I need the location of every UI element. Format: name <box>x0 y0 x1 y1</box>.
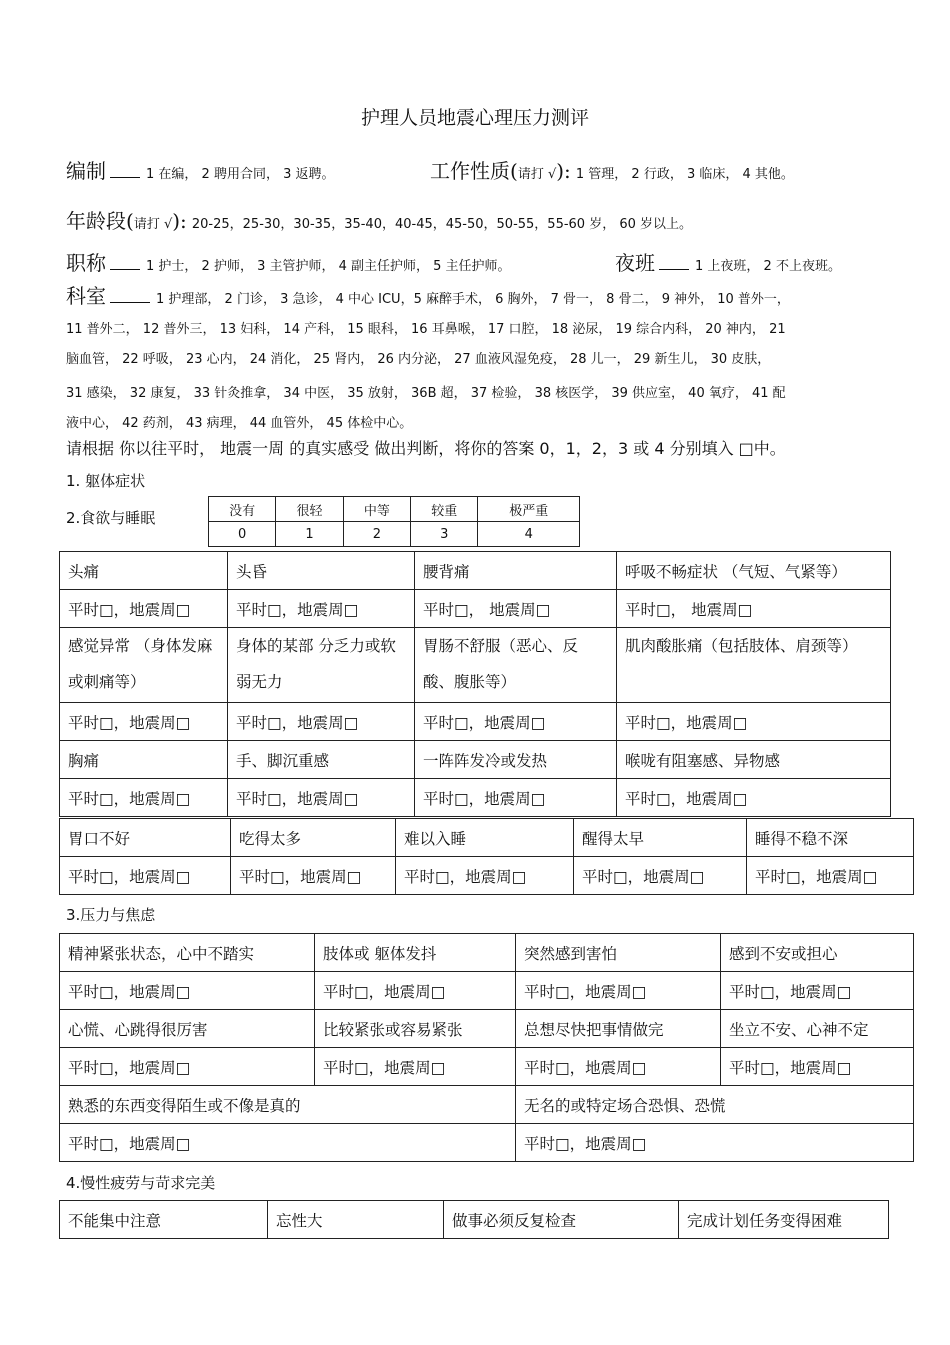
tick-hint: 请打 √ <box>517 167 557 182</box>
symptom-cell: 胃肠不舒服（恶心、反酸、腹胀等） <box>415 628 617 703</box>
row-staffing <box>66 155 334 184</box>
staffing-blank[interactable] <box>110 161 140 178</box>
symptom-cell: 喉咙有阻塞感、异物感 <box>617 741 891 779</box>
job-nature-options: 1 管理， 2 行政， 3 临床， 4 其他。 <box>575 167 794 182</box>
answer-cell[interactable]: 平时□，地震周□ <box>60 703 228 741</box>
title-label: 职称 <box>66 251 106 275</box>
dept-options-line5: 液中心， 42 药剂， 43 病理， 44 血管外， 45 体检中心。 <box>66 416 413 431</box>
row-night-shift <box>615 247 841 276</box>
answer-cell[interactable]: 平时□，地震周□ <box>617 703 891 741</box>
scale-label: 很轻 <box>276 497 343 522</box>
symptom-cell: 熟悉的东西变得陌生或不像是真的 <box>60 1086 516 1124</box>
answer-cell[interactable]: 平时□， 地震周□ <box>415 590 617 628</box>
night-shift-blank[interactable] <box>659 253 689 270</box>
night-shift-options: 1 上夜班， 2 不上夜班。 <box>695 259 841 274</box>
answer-cell[interactable]: 平时□，地震周□ <box>574 857 747 895</box>
answer-cell[interactable]: 平时□，地震周□ <box>396 857 574 895</box>
age-label: 年龄段 <box>66 209 126 233</box>
scale-value: 2 <box>343 522 410 547</box>
answer-cell[interactable]: 平时□，地震周□ <box>721 1048 914 1086</box>
dept-blank[interactable] <box>110 286 150 303</box>
answer-cell[interactable]: 平时□，地震周□ <box>60 857 231 895</box>
symptom-cell: 睡得不稳不深 <box>747 819 914 857</box>
answer-cell[interactable]: 平时□，地震周□ <box>60 1048 315 1086</box>
row-job-nature <box>430 155 794 184</box>
symptom-cell: 比较紧张或容易紧张 <box>315 1010 516 1048</box>
answer-cell[interactable]: 平时□，地震周□ <box>60 590 228 628</box>
job-nature-label: 工作性质 <box>430 159 510 183</box>
symptom-cell: 腰背痛 <box>415 552 617 590</box>
answer-cell[interactable]: 平时□，地震周□ <box>315 972 516 1010</box>
answer-cell[interactable]: 平时□，地震周□ <box>747 857 914 895</box>
symptom-cell: 感到不安或担心 <box>721 934 914 972</box>
instruction-text: 请根据 你以往平时， 地震一周 的真实感受 做出判断，将你的答案 0，1，2，3 或 4 分别填入 □中。 <box>66 439 786 458</box>
scale-value: 3 <box>411 522 478 547</box>
symptom-cell: 头痛 <box>60 552 228 590</box>
scale-label: 极严重 <box>478 497 580 522</box>
answer-cell[interactable]: 平时□，地震周□ <box>231 857 396 895</box>
table-stress-anxiety <box>59 933 914 1162</box>
paren-close: ): <box>556 159 571 183</box>
row-dept <box>66 280 790 309</box>
answer-cell[interactable]: 平时□，地震周□ <box>415 703 617 741</box>
staffing-options: 1 在编， 2 聘用合同， 3 返聘。 <box>146 167 335 182</box>
section-stress-anxiety: 3.压力与焦虑 <box>66 906 156 924</box>
symptom-cell: 一阵阵发冷或发热 <box>415 741 617 779</box>
symptom-cell: 吃得太多 <box>231 819 396 857</box>
symptom-cell: 醒得太早 <box>574 819 747 857</box>
symptom-cell: 总想尽快把事情做完 <box>516 1010 721 1048</box>
symptom-cell: 手、脚沉重感 <box>228 741 415 779</box>
answer-cell[interactable]: 平时□，地震周□ <box>415 779 617 817</box>
dept-label: 科室 <box>66 284 106 308</box>
symptom-cell: 肢体或 躯体发抖 <box>315 934 516 972</box>
scale-value: 0 <box>209 522 276 547</box>
dept-options-line4: 31 感染， 32 康复， 33 针灸推拿， 34 中医， 35 放射， 36B 超， 37 检验， 38 核医学， 39 供应室， 40 氧疗， 41 配 <box>66 386 786 401</box>
table-fatigue <box>59 1200 889 1239</box>
symptom-cell: 呼吸不畅症状 （气短、气紧等） <box>617 552 891 590</box>
symptom-cell: 肌肉酸胀痛（包括肢体、肩颈等） <box>617 628 891 703</box>
scale-label: 中等 <box>343 497 410 522</box>
answer-cell[interactable]: 平时□，地震周□ <box>721 972 914 1010</box>
answer-cell[interactable]: 平时□，地震周□ <box>315 1048 516 1086</box>
symptom-cell: 做事必须反复检查 <box>444 1201 679 1239</box>
page-title: 护理人员地震心理压力测评 <box>360 107 589 129</box>
symptom-cell: 无名的或特定场合恐惧、恐慌 <box>516 1086 914 1124</box>
table-appetite-sleep <box>59 818 914 895</box>
section-somatic: 1. 躯体症状 <box>66 472 146 490</box>
answer-cell[interactable]: 平时□，地震周□ <box>228 779 415 817</box>
row-age <box>66 205 692 234</box>
symptom-cell: 不能集中注意 <box>60 1201 268 1239</box>
staffing-label: 编制 <box>66 159 106 183</box>
scale-label: 较重 <box>411 497 478 522</box>
answer-cell[interactable]: 平时□，地震周□ <box>516 1124 914 1162</box>
dept-options-line2: 11 普外二， 12 普外三， 13 妇科， 14 产科， 15 眼科， 16 耳鼻喉， 17 口腔， 18 泌尿， 19 综合内科， 20 神内， 21 <box>66 322 786 337</box>
symptom-cell: 心慌、心跳得很厉害 <box>60 1010 315 1048</box>
answer-cell[interactable]: 平时□，地震周□ <box>516 972 721 1010</box>
row-title <box>66 247 511 276</box>
paren-close: ): <box>172 209 187 233</box>
paren-open: ( <box>126 209 134 233</box>
symptom-cell: 坐立不安、心神不定 <box>721 1010 914 1048</box>
symptom-cell: 头昏 <box>228 552 415 590</box>
answer-cell[interactable]: 平时□，地震周□ <box>516 1048 721 1086</box>
night-shift-label: 夜班 <box>615 251 655 275</box>
section-fatigue-perfectionism: 4.慢性疲劳与苛求完美 <box>66 1174 216 1192</box>
symptom-cell: 忘性大 <box>268 1201 444 1239</box>
symptom-cell: 难以入睡 <box>396 819 574 857</box>
title-options: 1 护士， 2 护师， 3 主管护师， 4 副主任护师， 5 主任护师。 <box>146 259 511 274</box>
answer-cell[interactable]: 平时□，地震周□ <box>60 972 315 1010</box>
answer-cell[interactable]: 平时□，地震周□ <box>228 590 415 628</box>
tick-hint: 请打 √ <box>133 217 173 232</box>
table-somatic <box>59 551 891 817</box>
symptom-cell: 胃口不好 <box>60 819 231 857</box>
scale-value: 4 <box>478 522 580 547</box>
answer-cell[interactable]: 平时□，地震周□ <box>60 779 228 817</box>
dept-options-line3: 脑血管， 22 呼吸， 23 心内， 24 消化， 25 肾内， 26 内分泌， 27 血液风湿免疫， 28 儿一， 29 新生儿， 30 皮肤， <box>66 352 771 367</box>
symptom-cell: 突然感到害怕 <box>516 934 721 972</box>
answer-cell[interactable]: 平时□，地震周□ <box>60 1124 516 1162</box>
title-blank[interactable] <box>110 253 140 270</box>
symptom-cell: 感觉异常 （身体发麻或刺痛等） <box>60 628 228 703</box>
symptom-cell: 完成计划任务变得困难 <box>679 1201 889 1239</box>
dept-options-line1: 1 护理部， 2 门诊， 3 急诊， 4 中心 ICU，5 麻醉手术， 6 胸外， 7 骨一， 8 骨二， 9 神外， 10 普外一， <box>156 292 790 307</box>
scale-label: 没有 <box>209 497 276 522</box>
symptom-cell: 精神紧张状态，心中不踏实 <box>60 934 315 972</box>
section-appetite-sleep: 2.食欲与睡眠 <box>66 509 156 527</box>
symptom-cell: 胸痛 <box>60 741 228 779</box>
paren-open: ( <box>510 159 518 183</box>
answer-cell[interactable]: 平时□，地震周□ <box>228 703 415 741</box>
age-options: 20-25，25-30，30-35，35-40，40-45，45-50，50-55，55-60 岁， 60 岁以上。 <box>191 217 693 232</box>
symptom-cell: 身体的某部 分乏力或软弱无力 <box>228 628 415 703</box>
answer-cell[interactable]: 平时□， 地震周□ <box>617 590 891 628</box>
rating-scale <box>208 496 580 547</box>
scale-value: 1 <box>276 522 343 547</box>
answer-cell[interactable]: 平时□，地震周□ <box>617 779 891 817</box>
